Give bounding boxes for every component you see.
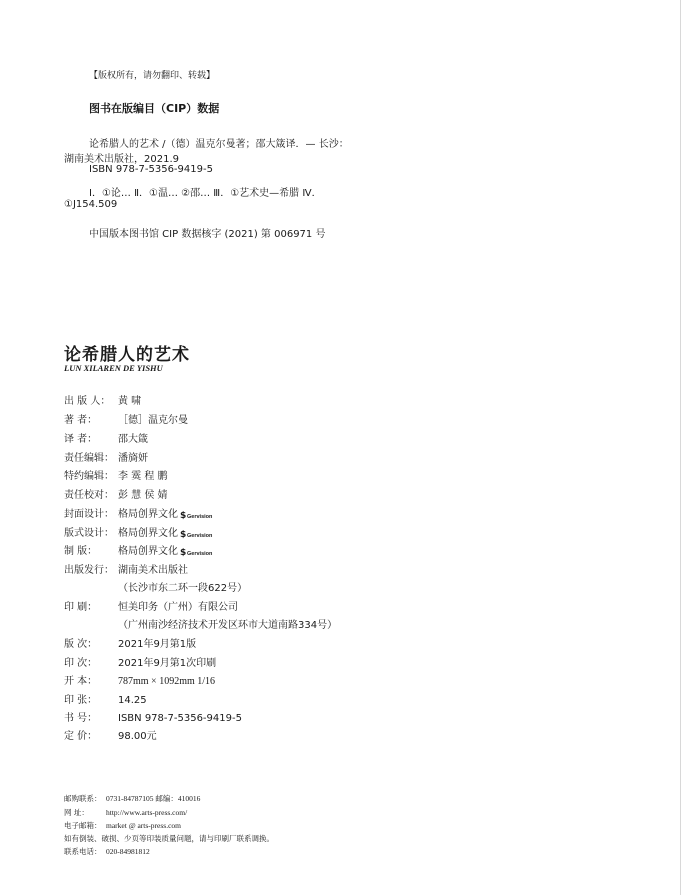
credit-row <box>64 449 148 464</box>
credit-value: 格局创界文化 <box>118 546 178 557</box>
credit-row <box>64 486 168 501</box>
credit-label: 定 价： <box>64 731 98 742</box>
credit-row <box>64 691 147 706</box>
footer-row <box>64 846 150 857</box>
credit-label: 封面设计： <box>64 509 114 520</box>
credit-row <box>64 542 212 558</box>
credit-row <box>64 392 141 407</box>
credit-value: 格局创界文化 <box>118 528 178 539</box>
credit-label: 印 刷： <box>64 602 98 613</box>
credit-label: 出版发行： <box>64 565 114 576</box>
book-title: 论希腊人的艺术 <box>64 345 190 365</box>
credit-value: 98.00元 <box>118 731 157 742</box>
credit-row <box>64 579 247 594</box>
footer-label: 联系电话： <box>64 847 102 856</box>
credit-row <box>64 635 196 650</box>
credit-label: 责任校对： <box>64 490 114 501</box>
footer-email: market @ arts-press.com <box>106 821 182 830</box>
rights-notice: 【版权所有，请勿翻印、转载】 <box>89 71 216 81</box>
credit-label: 书 号： <box>64 713 98 724</box>
credit-label: 著 者： <box>64 415 98 426</box>
credit-value: 787mm × 1092mm 1/16 <box>118 676 216 687</box>
credit-value: ［德］温克尔曼 <box>118 415 188 426</box>
footer-row <box>64 820 181 831</box>
credit-row <box>64 727 157 742</box>
gervision-logo <box>180 547 212 558</box>
credit-row <box>64 524 212 540</box>
footer-value: 0731-84787105 邮编：410016 <box>106 794 201 803</box>
credit-value: 2021年9月第1次印刷 <box>118 658 217 669</box>
credit-label: 译 者： <box>64 434 98 445</box>
credit-label: 开 本： <box>64 676 98 687</box>
footer-label: 电子邮箱： <box>64 821 102 830</box>
credit-value: 邵大箴 <box>118 434 148 445</box>
credit-label: 版 次： <box>64 639 98 650</box>
credit-value: （广州南沙经济技术开发区环市大道南路334号） <box>118 620 338 631</box>
credit-value: 湖南美术出版社 <box>118 565 188 576</box>
credit-value: 恒美印务（广州）有限公司 <box>118 602 238 613</box>
credit-row <box>64 430 148 445</box>
footer-note: 如有倒装、破损、少页等印装质量问题，请与印刷厂联系调换。 <box>64 834 274 843</box>
gervision-mark-icon: $ <box>180 511 187 521</box>
credit-label: 制 版： <box>64 546 98 557</box>
credit-value: （长沙市东二环一段622号） <box>118 583 248 594</box>
credit-label: 特约编辑： <box>64 471 114 482</box>
credit-row <box>64 654 216 669</box>
credit-value: 潘旖妍 <box>118 453 148 464</box>
credit-row <box>64 598 238 613</box>
cip-number: 中国版本图书馆 CIP 数据核字 (2021) 第 006971 号 <box>89 229 326 240</box>
book-title-pinyin: LUN XILAREN DE YISHU <box>64 363 163 373</box>
credit-row <box>64 616 337 631</box>
credit-row <box>64 709 242 724</box>
credit-row <box>64 467 168 482</box>
gervision-logo-text: Gervision <box>187 551 213 557</box>
credit-value: 黄 啸 <box>118 396 142 407</box>
credit-row <box>64 411 188 426</box>
gervision-mark-icon: $ <box>180 548 187 558</box>
footer-row <box>64 807 187 818</box>
credit-label: 出 版 人： <box>64 396 111 407</box>
cip-heading: 图书在版编目（CIP）数据 <box>89 102 220 115</box>
credit-row <box>64 672 215 687</box>
gervision-logo <box>180 510 212 521</box>
cip-line: ①J154.509 <box>64 199 118 210</box>
footer-website: http://www.arts-press.com/ <box>106 808 188 817</box>
credit-value: 格局创界文化 <box>118 509 178 520</box>
credit-value: 李 霙 程 鹏 <box>118 471 168 482</box>
credit-value: 14.25 <box>118 695 147 706</box>
cip-line: ISBN 978-7-5356-9419-5 <box>89 164 213 175</box>
gervision-logo-text: Gervision <box>187 514 213 520</box>
footer-label: 邮购联系： <box>64 794 102 803</box>
cip-line: Ⅰ．①论… Ⅱ．①温… ②邵… Ⅲ．①艺术史—希腊 Ⅳ． <box>89 188 322 199</box>
credit-value: 2021年9月第1版 <box>118 639 197 650</box>
credit-label: 印 张： <box>64 695 98 706</box>
cip-line: 论希腊人的艺术 /（德）温克尔曼著；邵大箴译．— 长沙： <box>89 139 349 150</box>
credit-label: 版式设计： <box>64 528 114 539</box>
cip-line: 湖南美术出版社，2021.9 <box>64 154 179 165</box>
footer-label: 网 址： <box>64 808 89 817</box>
credit-label: 责任编辑： <box>64 453 114 464</box>
footer-phone: 020-84981812 <box>106 847 150 856</box>
footer-row <box>64 793 200 804</box>
gervision-logo <box>180 529 212 540</box>
credit-value: 彭 慧 侯 婧 <box>118 490 168 501</box>
credit-value: ISBN 978-7-5356-9419-5 <box>118 713 242 724</box>
credit-label: 印 次： <box>64 658 98 669</box>
credit-row <box>64 505 212 521</box>
footer-row <box>64 833 274 844</box>
gervision-mark-icon: $ <box>180 530 187 540</box>
gervision-logo-text: Gervision <box>187 533 213 539</box>
credit-row <box>64 561 188 576</box>
